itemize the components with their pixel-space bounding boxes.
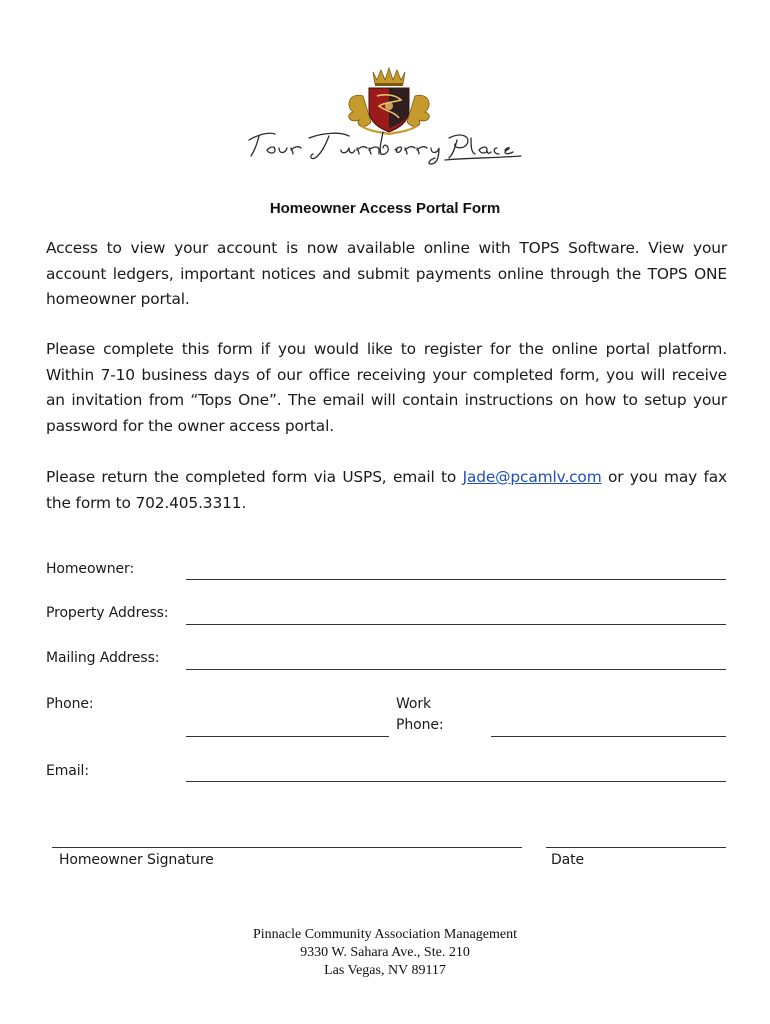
homeowner-label: Homeowner: bbox=[46, 561, 135, 577]
work-phone-label-line2: Phone: bbox=[396, 717, 444, 733]
crest-logo-icon bbox=[245, 66, 530, 166]
mailing-address-field[interactable] bbox=[186, 669, 726, 670]
work-phone-label-line1: Work bbox=[396, 696, 432, 712]
return-text-start: Please return the completed form via USPS, email to bbox=[46, 468, 463, 486]
phone-label: Phone: bbox=[46, 696, 94, 712]
footer-city: Las Vegas, NV 89117 bbox=[324, 963, 446, 978]
intro-paragraph: Access to view your account is now available online with TOPS Software. View your account ledgers, important notices and submit payments online through the TOPS ONE homeowner portal. bbox=[46, 239, 727, 308]
return-instructions-paragraph bbox=[46, 465, 727, 516]
date-label: Date bbox=[551, 852, 585, 868]
logo bbox=[245, 66, 530, 166]
instructions-paragraph: Please complete this form if you would like to register for the online portal platform. Within 7-10 business days of our office receiving your completed form, you will receive an invitation from “Tops One”. The email will contain instructions on how to setup your password for the owner access portal. bbox=[46, 340, 727, 435]
property-address-label: Property Address: bbox=[46, 605, 169, 621]
return-text-end: or you may fax the form to 702.405.3311. bbox=[46, 468, 727, 512]
mailing-address-label: Mailing Address: bbox=[46, 650, 160, 666]
work-phone-field[interactable] bbox=[491, 736, 726, 737]
footer-street: 9330 W. Sahara Ave., Ste. 210 bbox=[300, 945, 470, 960]
date-field[interactable] bbox=[546, 847, 726, 848]
email-field[interactable] bbox=[186, 781, 726, 782]
email-label: Email: bbox=[46, 763, 89, 779]
homeowner-field[interactable] bbox=[186, 579, 726, 580]
phone-field[interactable] bbox=[186, 736, 389, 737]
email-link[interactable]: Jade@pcamlv.com bbox=[462, 468, 602, 486]
footer-company: Pinnacle Community Association Management bbox=[252, 927, 518, 942]
form-title: Homeowner Access Portal Form bbox=[269, 200, 501, 217]
crown-icon bbox=[373, 68, 405, 86]
signature-field[interactable] bbox=[52, 847, 522, 848]
signature-label: Homeowner Signature bbox=[59, 852, 214, 868]
footer-address bbox=[0, 926, 770, 980]
property-address-field[interactable] bbox=[186, 624, 726, 625]
wordmark-script-icon bbox=[249, 132, 521, 164]
